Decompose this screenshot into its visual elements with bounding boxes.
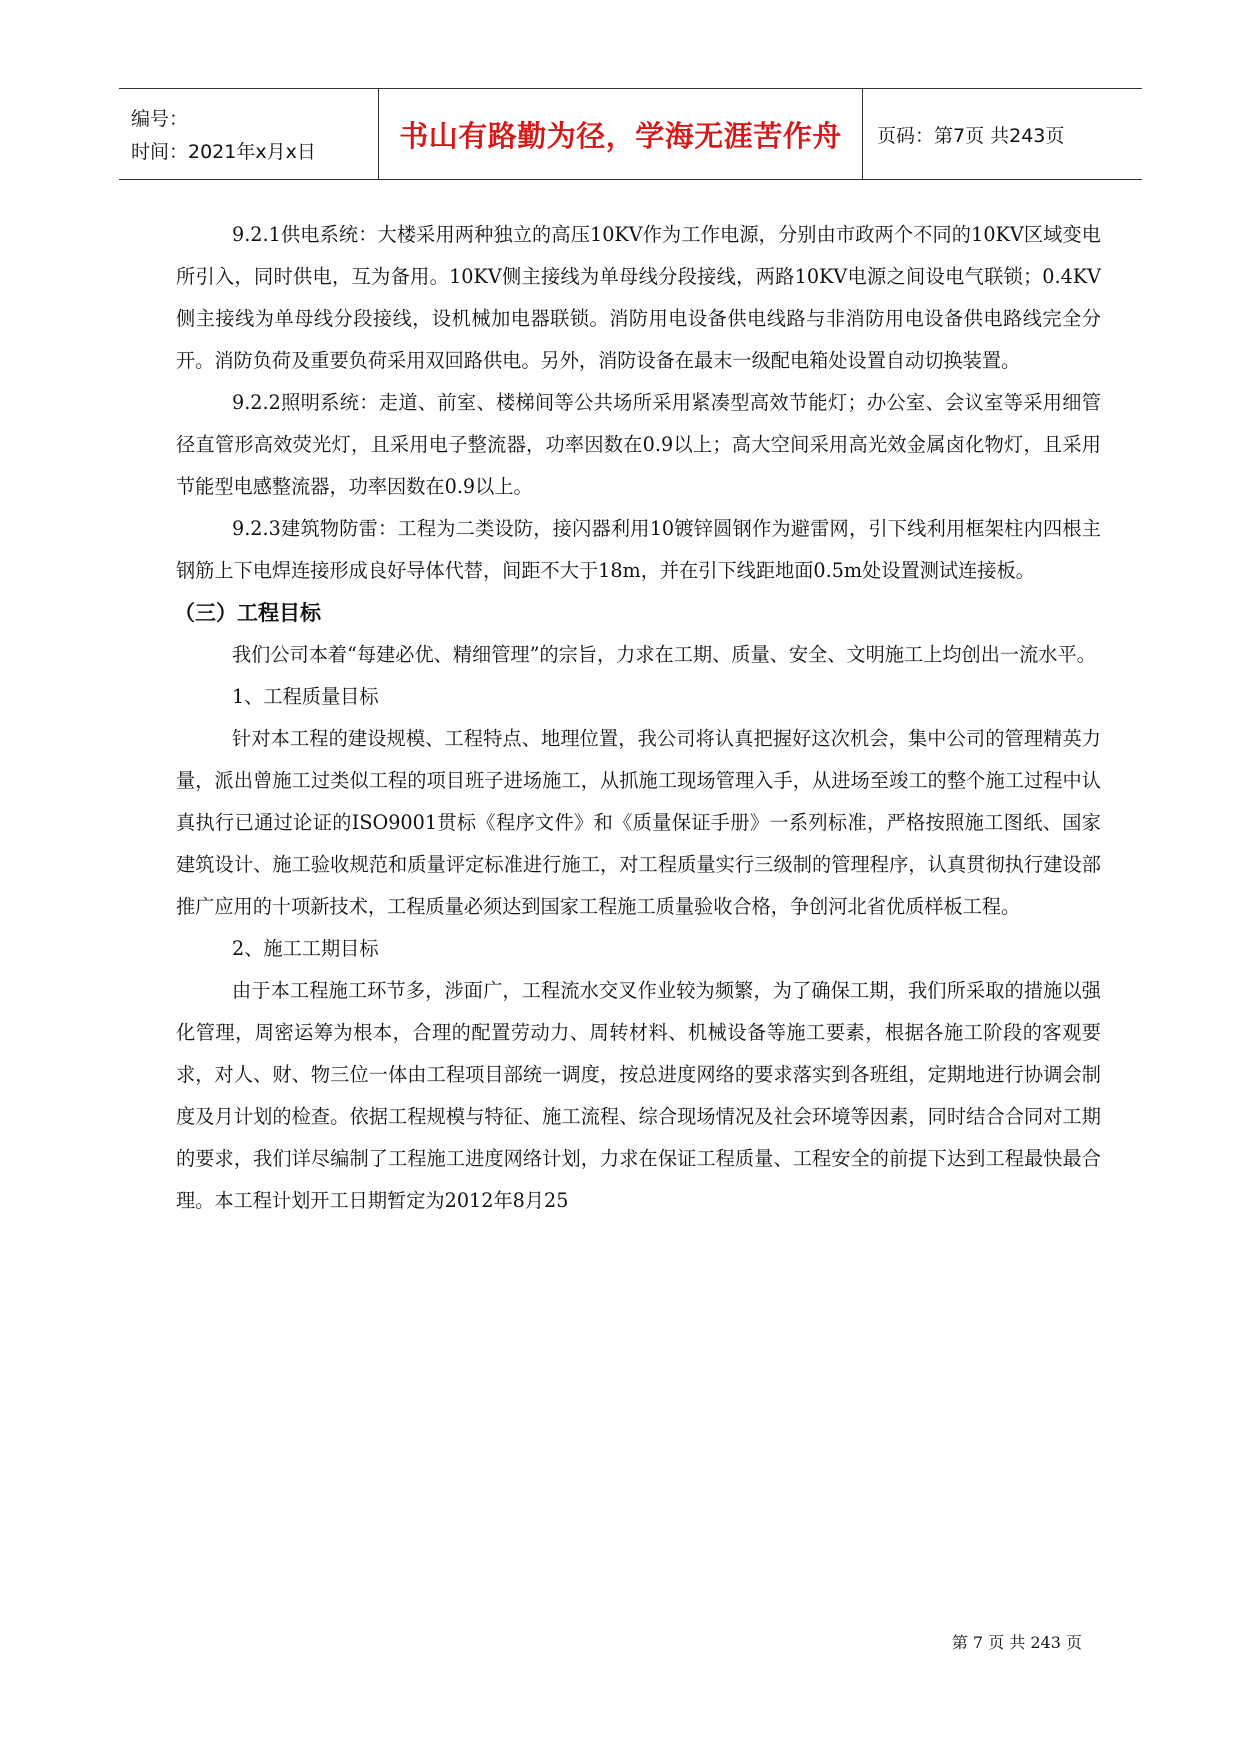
page-header	[119, 88, 1142, 180]
paragraph-lighting: 9.2.2照明系统：走道、前室、楼梯间等公共场所采用紧凑型高效节能灯；办公室、会议室等采用细管径直管形高效荧光灯，且采用电子整流器，功率因数在0.9以上；高大空间采用高光效金属卤化物灯，且采用节能型电感整流器，功率因数在0.9以上。	[176, 391, 1101, 498]
paragraph-lightning-protection: 9.2.3建筑物防雷：工程为二类设防，接闪器利用10镀锌圆钢作为避雷网，引下线利用框架柱内四根主钢筋上下电焊连接形成良好导体代替，间距不大于18m，并在引下线距地面0.5m处设置测试连接板。	[176, 517, 1101, 582]
paragraph-schedule-goal: 由于本工程施工环节多，涉面广，工程流水交叉作业较为频繁，为了确保工期，我们所采取的措施以强化管理，周密运筹为根本，合理的配置劳动力、周转材料、机械设备等施工要素，根据各施工阶段的客观要求，对人、财、物三位一体由工程项目部统一调度，按总进度网络的要求落实到各班组，定期地进行协调会制度及月计划的检查。依据工程规模与特征、施工流程、综合现场情况及社会环境等因素，同时结合合同对工期的要求，我们详尽编制了工程施工进度网络计划，力求在保证工程质量、工程安全的前提下达到工程最快最合理。本工程计划开工日期暂定为2012年8月25	[176, 979, 1101, 1212]
document-date: 时间：2021年x月x日	[131, 141, 316, 163]
paragraph-quality-goal: 针对本工程的建设规模、工程特点、地理位置，我公司将认真把握好这次机会，集中公司的管理精英力量，派出曾施工过类似工程的项目班子进场施工，从抓施工现场管理入手，从进场至竣工的整个施工过程中认真执行已通过论证的ISO9001贯标《程序文件》和《质量保证手册》一系列标准，严格按照施工图纸、国家建筑设计、施工验收规范和质量评定标准进行施工，对工程质量实行三级制的管理程序，认真贯彻执行建设部推广应用的十项新技术，工程质量必须达到国家工程施工质量验收合格，争创河北省优质样板工程。	[176, 727, 1101, 918]
page-footer: 第 7 页 共 243 页	[951, 1633, 1082, 1652]
paragraph-company-goal: 我们公司本着“每建必优、精细管理”的宗旨，力求在工期、质量、安全、文明施工上均创出一流水平。	[232, 643, 1096, 666]
header-page-info: 页码：第7页 共243页	[877, 124, 1065, 147]
paragraph-power-supply: 9.2.1供电系统：大楼采用两种独立的高压10KV作为工作电源，分别由市政两个不同的10KV区域变电所引入，同时供电，互为备用。10KV侧主接线为单母线分段接线，两路10KV电源之间设电气联锁；0.4KV侧主接线为单母线分段接线，设机械加电器联锁。消防用电设备供电线路与非消防用电设备供电路线完全分开。消防负荷及重要负荷采用双回路供电。另外，消防设备在最末一级配电箱处设置自动切换装置。	[176, 223, 1101, 372]
document-number-label: 编号：	[131, 108, 189, 130]
header-motto: 书山有路勤为径，学海无涯苦作舟	[379, 89, 863, 179]
document-body	[176, 214, 1101, 1222]
subheading-quality-goal: 1、工程质量目标	[232, 685, 379, 708]
section-heading: （三）工程目标	[174, 601, 321, 625]
subheading-schedule-goal: 2、施工工期目标	[232, 937, 379, 960]
header-meta	[119, 89, 379, 179]
